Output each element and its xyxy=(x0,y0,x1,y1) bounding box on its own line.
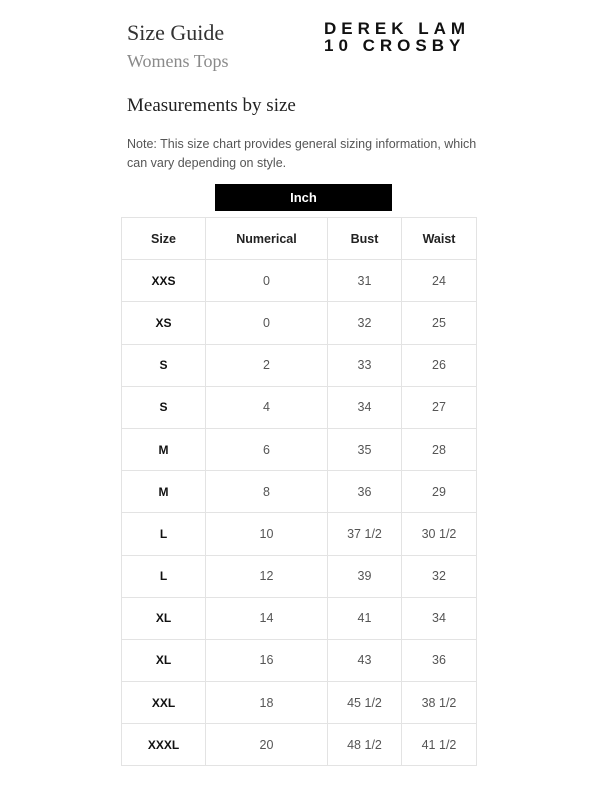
waist-cell: 34 xyxy=(402,597,477,639)
table-row xyxy=(122,597,477,639)
waist-cell: 38 1/2 xyxy=(402,682,477,724)
bust-cell: 31 xyxy=(328,260,402,302)
numerical-cell: 6 xyxy=(206,428,328,470)
table-row xyxy=(122,639,477,681)
bust-cell: 39 xyxy=(328,555,402,597)
bust-cell: 33 xyxy=(328,344,402,386)
size-cell: M xyxy=(122,471,206,513)
bust-cell: 48 1/2 xyxy=(328,724,402,766)
numerical-cell: 10 xyxy=(206,513,328,555)
table-row xyxy=(122,344,477,386)
waist-cell: 27 xyxy=(402,386,477,428)
table-row xyxy=(122,386,477,428)
table-row xyxy=(122,302,477,344)
brand-logo-line1: DEREK LAM xyxy=(324,19,471,38)
waist-cell: 36 xyxy=(402,639,477,681)
numerical-cell: 2 xyxy=(206,344,328,386)
waist-cell: 32 xyxy=(402,555,477,597)
size-cell: XXXL xyxy=(122,724,206,766)
table-header-row xyxy=(122,218,477,260)
waist-cell: 28 xyxy=(402,428,477,470)
column-header-bust: Bust xyxy=(328,218,402,260)
table-row xyxy=(122,260,477,302)
brand-logo-line2: 10 CROSBY xyxy=(324,36,466,55)
section-heading: Measurements by size xyxy=(127,95,296,116)
table-row xyxy=(122,724,477,766)
size-cell: S xyxy=(122,344,206,386)
bust-cell: 43 xyxy=(328,639,402,681)
size-cell: XS xyxy=(122,302,206,344)
brand-logo xyxy=(324,20,470,54)
numerical-cell: 14 xyxy=(206,597,328,639)
table-row xyxy=(122,428,477,470)
numerical-cell: 16 xyxy=(206,639,328,681)
size-cell: XXL xyxy=(122,682,206,724)
table-row xyxy=(122,513,477,555)
bust-cell: 32 xyxy=(328,302,402,344)
page-subtitle: Womens Tops xyxy=(127,51,229,71)
size-cell: XXS xyxy=(122,260,206,302)
waist-cell: 29 xyxy=(402,471,477,513)
waist-cell: 24 xyxy=(402,260,477,302)
size-table xyxy=(121,217,477,766)
table-row xyxy=(122,682,477,724)
bust-cell: 34 xyxy=(328,386,402,428)
waist-cell: 25 xyxy=(402,302,477,344)
size-cell: S xyxy=(122,386,206,428)
size-cell: XL xyxy=(122,639,206,681)
sizing-note: Note: This size chart provides general sizing information, which can vary depending on style. xyxy=(127,137,477,170)
numerical-cell: 4 xyxy=(206,386,328,428)
bust-cell: 35 xyxy=(328,428,402,470)
unit-tab-inch[interactable]: Inch xyxy=(215,184,392,211)
size-cell: L xyxy=(122,513,206,555)
waist-cell: 41 1/2 xyxy=(402,724,477,766)
column-header-waist: Waist xyxy=(402,218,477,260)
numerical-cell: 18 xyxy=(206,682,328,724)
waist-cell: 26 xyxy=(402,344,477,386)
bust-cell: 45 1/2 xyxy=(328,682,402,724)
waist-cell: 30 1/2 xyxy=(402,513,477,555)
size-cell: L xyxy=(122,555,206,597)
bust-cell: 41 xyxy=(328,597,402,639)
bust-cell: 37 1/2 xyxy=(328,513,402,555)
numerical-cell: 0 xyxy=(206,302,328,344)
bust-cell: 36 xyxy=(328,471,402,513)
table-row xyxy=(122,555,477,597)
column-header-size: Size xyxy=(122,218,206,260)
numerical-cell: 12 xyxy=(206,555,328,597)
size-cell: M xyxy=(122,428,206,470)
numerical-cell: 0 xyxy=(206,260,328,302)
page-title: Size Guide xyxy=(127,20,225,45)
numerical-cell: 8 xyxy=(206,471,328,513)
numerical-cell: 20 xyxy=(206,724,328,766)
column-header-numerical: Numerical xyxy=(206,218,328,260)
size-cell: XL xyxy=(122,597,206,639)
table-row xyxy=(122,471,477,513)
